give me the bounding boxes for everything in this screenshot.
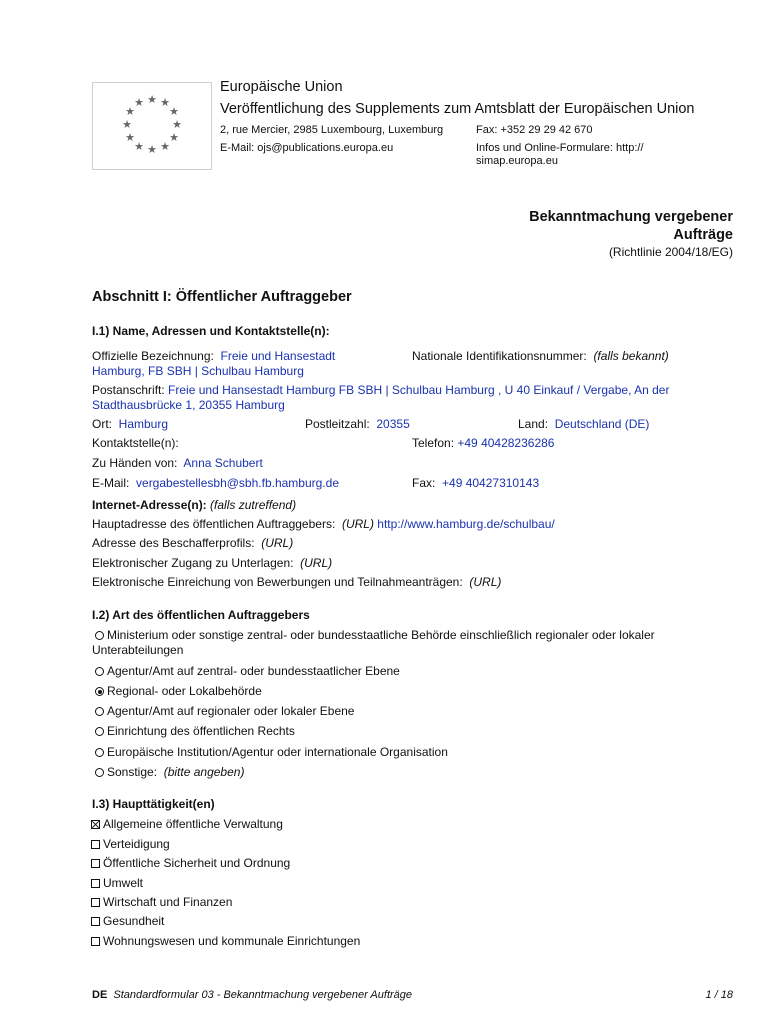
radio-icon[interactable]	[95, 707, 104, 716]
activity-1[interactable]	[91, 837, 170, 852]
radio-icon[interactable]	[95, 768, 104, 777]
activity-3[interactable]	[91, 876, 143, 891]
type-option-5[interactable]	[95, 745, 448, 760]
checkbox-icon[interactable]	[91, 840, 100, 849]
type-option-hint: (bitte angeben)	[163, 765, 245, 779]
svg-text:★: ★	[160, 141, 170, 153]
plz-row	[305, 417, 410, 432]
email-link[interactable]: vergabestellesbh@sbh.fb.hamburg.de	[136, 476, 339, 490]
ort-value: Hamburg	[118, 417, 169, 431]
svg-text:★: ★	[125, 132, 135, 144]
profil-row	[92, 536, 293, 551]
zugang-label: Elektronischer Zugang zu Unterlagen:	[92, 556, 294, 570]
footer-page: 1 / 18	[705, 989, 733, 1001]
ort-row	[92, 417, 168, 432]
eu-flag-logo	[92, 82, 212, 170]
telefon-label: Telefon:	[412, 436, 455, 450]
activity-label: Wirtschaft und Finanzen	[103, 895, 233, 909]
zugang-row	[92, 556, 332, 571]
einreichung-label: Elektronische Einreichung von Bewerbungen und Teilnahmeanträgen:	[92, 575, 463, 589]
subsection-3-title: I.3) Haupttätigkeit(en)	[92, 797, 215, 811]
doc-title-line1: Bekanntmachung vergebener	[529, 209, 733, 225]
header-infos-line2: simap.europa.eu	[476, 155, 558, 167]
type-option-label: Sonstige:	[107, 765, 158, 779]
postal-label: Postanschrift:	[92, 383, 165, 397]
internet-row	[92, 498, 296, 513]
svg-text:★: ★	[169, 132, 179, 144]
telefon-row	[412, 436, 554, 451]
national-id-label: Nationale Identifikationsnummer:	[412, 349, 587, 363]
haupt-url-hint: (URL)	[341, 517, 374, 531]
header-org: Europäische Union	[220, 79, 343, 95]
activity-label: Verteidigung	[103, 837, 170, 851]
national-id-hint: (falls bekannt)	[593, 349, 669, 363]
header-email: E-Mail: ojs@publications.europa.eu	[220, 142, 394, 154]
official-name-value-1: Freie und Hansestadt	[220, 349, 336, 363]
type-option-label: Regional- oder Lokalbehörde	[107, 684, 262, 698]
land-row	[518, 417, 649, 432]
type-option-label: Europäische Institution/Agentur oder internationale Organisation	[107, 745, 448, 759]
official-name-label: Offizielle Bezeichnung:	[92, 349, 214, 363]
internet-hint: (falls zutreffend)	[210, 498, 297, 512]
telefon-value: +49 40428236286	[457, 436, 555, 450]
haupt-url-link[interactable]: http://www.hamburg.de/schulbau/	[377, 517, 555, 531]
eu-stars-icon	[93, 83, 211, 169]
activity-label: Gesundheit	[103, 914, 165, 928]
svg-text:★: ★	[160, 97, 170, 109]
type-option-3[interactable]	[95, 704, 354, 719]
type-option-0-cont: Unterabteilungen	[92, 643, 184, 657]
zugang-url-hint: (URL)	[300, 556, 333, 570]
internet-label: Internet-Adresse(n):	[92, 498, 207, 512]
svg-text:★: ★	[147, 94, 157, 106]
footer-lang: DE	[92, 989, 108, 1001]
type-option-4[interactable]	[95, 724, 295, 739]
zuhanden-row	[92, 456, 263, 471]
fax-row	[412, 476, 539, 491]
type-option-0[interactable]	[95, 628, 655, 643]
haupt-row	[92, 517, 555, 532]
section-title: Abschnitt I: Öffentlicher Auftraggeber	[92, 289, 352, 305]
profil-url-hint: (URL)	[261, 536, 294, 550]
checkbox-checked-icon[interactable]	[91, 820, 100, 829]
activity-label: Umwelt	[103, 876, 144, 890]
checkbox-icon[interactable]	[91, 917, 100, 926]
type-option-2[interactable]	[95, 684, 262, 699]
header-publication: Veröffentlichung des Supplements zum Amtsblatt der Europäischen Union	[220, 101, 695, 117]
subsection-2-title: I.2) Art des öffentlichen Auftraggebers	[92, 608, 310, 622]
email-label: E-Mail:	[92, 476, 130, 490]
type-option-1[interactable]	[95, 664, 400, 679]
activity-label: Wohnungswesen und kommunale Einrichtungen	[103, 934, 361, 948]
official-name-value-2: Hamburg, FB SBH | Schulbau Hamburg	[92, 364, 304, 378]
activity-6[interactable]	[91, 934, 360, 949]
checkbox-icon[interactable]	[91, 879, 100, 888]
doc-directive: (Richtlinie 2004/18/EG)	[608, 245, 733, 259]
type-option-label: Ministerium oder sonstige zentral- oder bundesstaatliche Behörde einschließlich regionaler oder lokaler	[107, 628, 655, 642]
radio-selected-icon[interactable]	[95, 687, 104, 696]
postal-value-1: Freie und Hansestadt Hamburg FB SBH | Schulbau Hamburg , U 40 Einkauf / Vergabe, An der	[168, 383, 670, 397]
zuhanden-value: Anna Schubert	[183, 456, 263, 470]
header-fax: Fax: +352 29 29 42 670	[476, 124, 593, 136]
einreichung-row	[92, 575, 501, 590]
svg-text:★: ★	[172, 119, 182, 131]
svg-text:★: ★	[134, 97, 144, 109]
zuhanden-label: Zu Händen von:	[92, 456, 178, 470]
checkbox-icon[interactable]	[91, 898, 100, 907]
svg-text:★: ★	[147, 144, 157, 156]
land-label: Land:	[518, 417, 549, 431]
subsection-1-title: I.1) Name, Adressen und Kontaktstelle(n):	[92, 324, 330, 338]
national-id-row	[412, 349, 669, 364]
type-option-6[interactable]	[95, 765, 244, 780]
activity-5[interactable]	[91, 914, 164, 929]
activity-4[interactable]	[91, 895, 232, 910]
fax-value: +49 40427310143	[442, 476, 540, 490]
activity-0[interactable]	[91, 817, 283, 832]
type-option-label: Agentur/Amt auf zentral- oder bundesstaatlicher Ebene	[107, 664, 400, 678]
ort-label: Ort:	[92, 417, 112, 431]
official-name-row	[92, 349, 335, 364]
radio-icon[interactable]	[95, 727, 104, 736]
type-option-label: Einrichtung des öffentlichen Rechts	[107, 724, 295, 738]
haupt-label: Hauptadresse des öffentlichen Auftraggebers:	[92, 517, 336, 531]
email-row	[92, 476, 339, 491]
footer	[92, 989, 412, 1001]
plz-label: Postleitzahl:	[305, 417, 370, 431]
kontakt-label: Kontaktstelle(n):	[92, 436, 179, 450]
fax-label: Fax:	[412, 476, 436, 490]
footer-form: Standardformular 03 - Bekanntmachung vergebener Aufträge	[113, 989, 413, 1001]
radio-icon[interactable]	[95, 667, 104, 676]
doc-title-line2: Aufträge	[673, 227, 733, 243]
plz-value: 20355	[376, 417, 410, 431]
radio-icon[interactable]	[95, 748, 104, 757]
type-option-label: Agentur/Amt auf regionaler oder lokaler Ebene	[107, 704, 355, 718]
header-infos-line1: Infos und Online-Formulare: http://	[476, 142, 644, 154]
activity-2[interactable]	[91, 856, 290, 871]
svg-text:★: ★	[125, 106, 135, 118]
svg-text:★: ★	[134, 141, 144, 153]
profil-label: Adresse des Beschafferprofils:	[92, 536, 255, 550]
checkbox-icon[interactable]	[91, 859, 100, 868]
einreichung-url-hint: (URL)	[469, 575, 502, 589]
land-value: Deutschland (DE)	[554, 417, 650, 431]
activity-label: Öffentliche Sicherheit und Ordnung	[103, 856, 291, 870]
postal-value-2: Stadthausbrücke 1, 20355 Hamburg	[92, 398, 285, 412]
radio-icon[interactable]	[95, 631, 104, 640]
svg-text:★: ★	[122, 119, 132, 131]
checkbox-icon[interactable]	[91, 937, 100, 946]
postal-row	[92, 383, 669, 398]
svg-text:★: ★	[169, 106, 179, 118]
activity-label: Allgemeine öffentliche Verwaltung	[103, 817, 283, 831]
header-address: 2, rue Mercier, 2985 Luxembourg, Luxemburg	[220, 124, 444, 136]
